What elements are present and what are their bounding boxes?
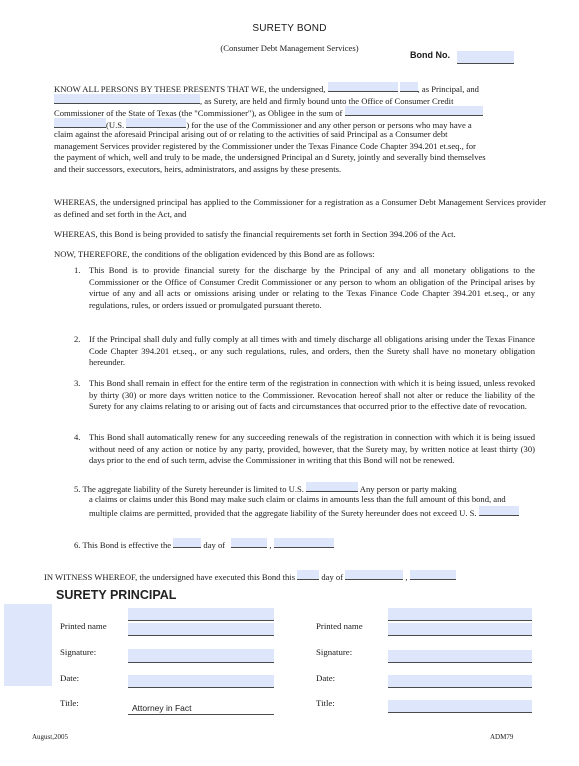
right-title-field[interactable]	[388, 700, 532, 713]
condition-item-6	[74, 538, 536, 552]
witness-year-field[interactable]	[410, 570, 456, 580]
item-6-text-a: This Bond is effective the	[82, 540, 172, 550]
bond-no-field[interactable]	[457, 51, 514, 64]
left-signature-field[interactable]	[128, 649, 274, 663]
item-text: This Bond is to provide financial surety for the discharge by the Principal of any and all monetary obligations to the Commissioner or the Office of Consumer Credit Commissioner or any person to whom an obligation of the Principal arises by virtue of any and all acts or omissions arising under or relating to the Texas Finance Code Chapter 394.201 et.seq., or any regulations, rules, or orders issued or promulgated pursuant thereto.	[89, 265, 535, 310]
intro-rest: claim against the aforesaid Principal arising out of or relating to the activities of said Principal as a Consumer debt management Services provider registered by the Commissioner under the Texas Finance Code Chapter 394.201 et.seq., for the payment of which, well and truly to be made, the undersigned Principal an d Surety, jointly and severally bind themselves and their successors, executors, heirs, administrators, and assigns by these presents.	[54, 129, 486, 174]
effective-month-field[interactable]	[231, 538, 267, 548]
footer-form-id: ADM79	[490, 733, 514, 741]
item-5-continued	[89, 494, 525, 519]
left-printed-name-label: Printed name	[60, 621, 107, 631]
left-signature-label: Signature:	[60, 647, 97, 657]
witness-text-a: IN WITNESS WHEREOF, the undersigned have executed this Bond this	[44, 572, 296, 582]
item-number: 4.	[74, 432, 81, 442]
right-printed-name-label: Printed name	[316, 621, 363, 631]
aggregate-limit-field[interactable]	[479, 506, 519, 516]
item-number: 5.	[74, 484, 81, 494]
item-text: If the Principal shall duly and fully comply at all times with and timely discharge all obligations arising under the Texas Finance Code Chapter 394.201 et.seq., or any such regulations, rules, and orders, then the Surety shall have no monetary obligation hereunder.	[89, 334, 535, 368]
right-signature-label: Signature:	[316, 647, 353, 657]
bond-sum-usd-field[interactable]	[126, 118, 186, 128]
whereas-1: WHEREAS, the undersigned principal has applied to the Commissioner for a registration as a Consumer Debt Management Services provider as defined and set forth in the Act, and	[54, 197, 546, 219]
left-date-label: Date:	[60, 673, 80, 683]
item-number: 1.	[74, 265, 81, 275]
right-printed-name-field-top[interactable]	[388, 608, 532, 621]
item-6-text-b: day of	[203, 540, 226, 550]
now-therefore: NOW, THEREFORE, the conditions of the obligation evidenced by this Bond are as follows:	[54, 249, 375, 259]
left-date-field[interactable]	[128, 675, 274, 688]
aggregate-liability-field[interactable]	[306, 482, 358, 492]
document-title: SURETY BOND	[252, 23, 327, 34]
surety-principal-heading: SURETY PRINCIPAL	[56, 588, 177, 602]
left-title-value: Attorney in Fact	[132, 703, 192, 713]
item-number: 3.	[74, 378, 81, 388]
item-number: 6.	[74, 540, 81, 550]
footer-date: August,2005	[32, 733, 68, 741]
principal-name-field[interactable]	[328, 82, 398, 92]
witness-line	[44, 570, 544, 584]
item-5-text-c: a claims or claims under this Bond may make such claim or claims in amounts less than the full amount of this bond, and multiple claims are permitted, provided that the aggregate liability of the Surety hereunder does not exceed U. S.	[89, 494, 506, 518]
intro-text-2: , as Surety, are held and firmly bound unto the Office of Consumer Credit	[200, 96, 454, 106]
intro-text-4a: (U.S.	[106, 120, 125, 130]
right-printed-name-field[interactable]	[388, 623, 532, 636]
item-number: 2.	[74, 334, 81, 344]
document-subtitle: (Consumer Debt Management Services)	[220, 43, 359, 53]
left-printed-name-field[interactable]	[128, 623, 274, 636]
signature-area-shading	[4, 604, 52, 686]
right-title-label: Title:	[316, 698, 335, 708]
witness-comma: ,	[405, 572, 408, 582]
intro-text-1: KNOW ALL PERSONS BY THESE PRESENTS THAT WE, the undersigned,	[54, 84, 326, 94]
item-5-text-a: The aggregate liability of the Surety hereunder is limited to U.S.	[82, 484, 304, 494]
item-6-comma: ,	[269, 540, 272, 550]
intro-text-1b: , as Principal, and	[417, 84, 479, 94]
right-date-label: Date:	[316, 673, 336, 683]
bond-sum-words-field[interactable]	[54, 118, 106, 128]
bond-no-label: Bond No.	[410, 50, 450, 60]
effective-year-field[interactable]	[274, 538, 334, 548]
item-5-text-b: Any person or party making	[359, 484, 457, 494]
right-signature-field[interactable]	[388, 650, 532, 663]
item-text: This Bond shall automatically renew for any succeeding renewals of the registration in connection with which it is being issued without need of any action or notice by any party, provided, however, that the Surety may, by written notice at least thirty (30) days prior to the end of such term, advise the Commissioner in writing that this Bond will not be renewed.	[89, 432, 535, 466]
left-printed-name-field-top[interactable]	[128, 608, 274, 621]
bond-sum-field[interactable]	[345, 106, 483, 116]
intro-text-3: Commissioner of the State of Texas (the "Commissioner"), as Obligee in the sum of	[54, 108, 343, 118]
witness-text-b: day of	[321, 572, 344, 582]
effective-day-field[interactable]	[173, 538, 201, 548]
item-text: This Bond shall remain in effect for the entire term of the registration in connection with which it is being issued, unless revoked by thirty (30) or more days written notice to the Commissioner. Revocation hereof shall not alter or reduce the liability of the Surety for any claims relating to or arising out of facts and circumstances that occurred prior to the effective date of revocation.	[89, 378, 535, 412]
witness-month-field[interactable]	[345, 570, 403, 580]
principal-name-field-2[interactable]	[400, 82, 418, 92]
whereas-2: WHEREAS, this Bond is being provided to satisfy the financial requirements set forth in Section 394.206 of the Act.	[54, 229, 456, 239]
witness-day-field[interactable]	[297, 570, 319, 580]
surety-name-field[interactable]	[54, 94, 200, 104]
left-title-line[interactable]	[128, 714, 274, 715]
intro-text-4b: ) for the use of the Commissioner and any other person or persons who may have a	[186, 120, 472, 130]
right-date-field[interactable]	[388, 675, 532, 688]
left-title-label: Title:	[60, 698, 79, 708]
